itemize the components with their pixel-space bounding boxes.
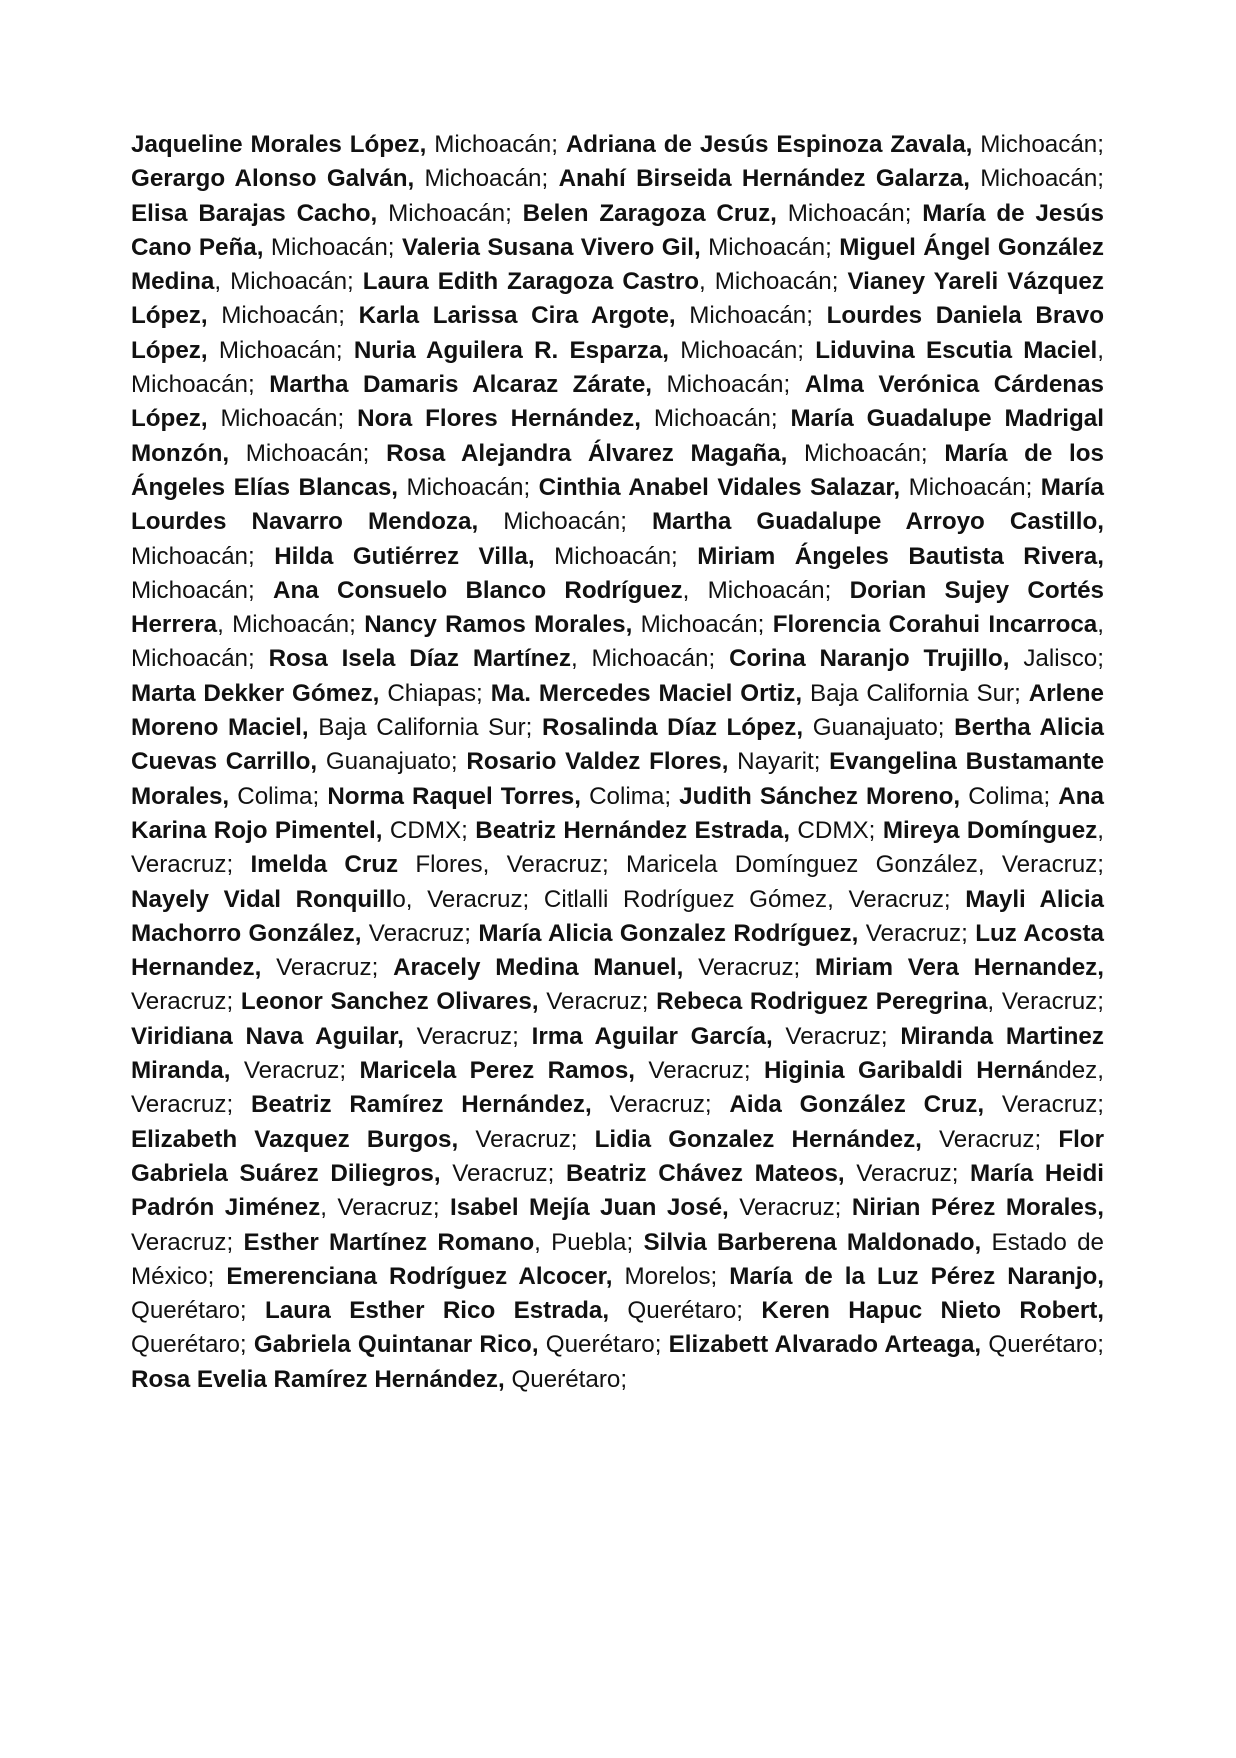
- state-text: Chiapas;: [379, 679, 491, 707]
- person-name: Marta Dekker Gómez,: [131, 679, 380, 707]
- state-text: Michoacán;: [377, 199, 523, 227]
- person-name: Vianey Yareli Vázquez López,: [131, 268, 1104, 330]
- person-name: Irma Aguilar García,: [531, 1022, 773, 1050]
- person-name: Keren Hapuc Nieto Robert,: [761, 1297, 1105, 1325]
- state-text: , Michoacán;: [214, 268, 363, 296]
- person-name: Nora Flores Hernández,: [357, 405, 641, 433]
- person-name: María de la Luz Pérez Naranjo,: [729, 1262, 1104, 1290]
- person-name: Miguel Ángel González Medina: [131, 233, 1104, 296]
- state-text: Veracruz;: [844, 1159, 971, 1187]
- state-text: Querétaro;: [131, 1297, 265, 1325]
- state-text: Querétaro;: [981, 1331, 1104, 1359]
- person-name: Liduvina Escutia Maciel: [815, 336, 1098, 364]
- state-text: Michoacán;: [207, 336, 354, 364]
- state-text: Morelos;: [612, 1262, 730, 1290]
- person-name: Luz Acosta Hernandez,: [131, 919, 1104, 982]
- state-text: , Michoacán;: [699, 268, 848, 296]
- state-text: Estado de México;: [131, 1228, 1105, 1290]
- person-name: Lourdes Daniela Bravo López,: [131, 302, 1104, 364]
- state-text: CDMX;: [789, 816, 883, 844]
- person-name: Ana Consuelo Blanco Rodríguez: [272, 576, 683, 604]
- person-name: Florencia Corahui Incarroca: [772, 611, 1098, 639]
- person-name: Judith Sánchez Moreno,: [679, 782, 961, 810]
- person-name: María de Jesús Cano Peña,: [131, 199, 1104, 261]
- state-text: Michoacán;: [534, 542, 698, 570]
- person-name: Adriana de Jesús Espinoza Zavala,: [565, 131, 973, 158]
- state-text: Querétaro;: [504, 1365, 628, 1393]
- person-name: Corina Naranjo Trujillo,: [729, 645, 1010, 673]
- person-name: Lidia Gonzalez Hernández,: [594, 1125, 922, 1153]
- person-name: Elizabett Alvarado Arteaga,: [668, 1331, 982, 1359]
- person-name: Martha Guadalupe Arroyo Castillo,: [652, 508, 1104, 536]
- state-text: Michoacán;: [229, 439, 387, 467]
- state-text: Baja California Sur;: [308, 714, 542, 742]
- person-name: Leonor Sanchez Olivares,: [240, 988, 539, 1016]
- state-text: , Veracruz;: [987, 988, 1104, 1016]
- state-text: , Michoacán;: [131, 611, 1104, 673]
- state-text: , Michoacán;: [570, 645, 730, 673]
- state-text: Michoacán;: [426, 131, 566, 158]
- state-text: Michoacán;: [669, 336, 816, 364]
- state-text: Baja California Sur;: [802, 679, 1029, 707]
- state-text: CDMX;: [382, 816, 476, 844]
- body-paragraph: [131, 128, 1104, 1397]
- state-text: Michoacán;: [398, 473, 539, 501]
- state-text: Guanajuato;: [317, 748, 467, 776]
- person-name: Rosa Alejandra Álvarez Magaña,: [386, 439, 788, 467]
- state-text: Veracruz;: [683, 954, 816, 982]
- person-name: Imelda Cruz: [250, 851, 399, 879]
- person-name: Nancy Ramos Morales,: [364, 611, 633, 639]
- person-name: Gabriela Quintanar Rico,: [253, 1331, 539, 1359]
- state-text: Michoacán;: [969, 165, 1104, 193]
- state-text: Veracruz;: [772, 1022, 901, 1050]
- state-text: Michoacán;: [652, 371, 805, 399]
- state-text: Veracruz;: [921, 1125, 1059, 1153]
- state-text: Michoacán;: [414, 165, 559, 193]
- state-text: Colima;: [960, 782, 1059, 810]
- state-text: ndez, Veracruz;: [131, 1057, 1104, 1119]
- state-text: Guanajuato;: [803, 714, 955, 742]
- state-text: Michoacán;: [787, 439, 945, 467]
- person-name: María Heidi Padrón Jiménez: [131, 1159, 1104, 1222]
- state-text: Michoacán;: [632, 611, 773, 639]
- person-name: Karla Larissa Cira Argote,: [358, 302, 676, 330]
- person-name: Elisa Barajas Cacho,: [131, 199, 378, 227]
- state-text: o, Veracruz; Citlalli Rodríguez Gómez, Veracruz;: [392, 885, 966, 913]
- person-name: Belen Zaragoza Cruz,: [522, 199, 777, 227]
- person-name: Miriam Ángeles Bautista Rivera,: [697, 542, 1104, 570]
- person-name: Miranda Martinez Miranda,: [131, 1022, 1104, 1085]
- state-text: Michoacán;: [263, 233, 402, 261]
- person-name: Beatriz Hernández Estrada,: [475, 816, 790, 844]
- state-text: , Michoacán;: [131, 336, 1104, 399]
- state-text: Veracruz;: [635, 1057, 764, 1085]
- person-name: María Alicia Gonzalez Rodríguez,: [478, 919, 859, 947]
- state-text: , Michoacán;: [682, 576, 850, 604]
- state-text: Jalisco;: [1009, 645, 1104, 673]
- person-name: Ma. Mercedes Maciel Ortiz,: [490, 679, 803, 707]
- state-text: Veracruz;: [131, 988, 241, 1016]
- state-text: Michoacán;: [478, 508, 653, 536]
- person-name: Ana Karina Rojo Pimentel,: [131, 782, 1104, 844]
- state-text: Veracruz;: [230, 1057, 360, 1085]
- state-text: Veracruz;: [361, 919, 479, 947]
- person-name: Isabel Mejía Juan José,: [450, 1194, 729, 1222]
- person-name: Rosario Valdez Flores,: [466, 748, 729, 776]
- person-name: Valeria Susana Vivero Gil,: [401, 233, 701, 261]
- person-name: Cinthia Anabel Vidales Salazar,: [538, 473, 901, 501]
- state-text: , Veracruz;: [131, 816, 1104, 879]
- person-name: Rosalinda Díaz López,: [541, 714, 804, 742]
- state-text: Michoacán;: [776, 199, 923, 227]
- person-name: Elizabeth Vazquez Burgos,: [131, 1125, 459, 1153]
- person-name: Viridiana Nava Aguilar,: [131, 1022, 404, 1050]
- state-text: Michoacán;: [972, 131, 1104, 158]
- person-name: Evangelina Bustamante Morales,: [131, 748, 1105, 810]
- person-name: María Guadalupe Madrigal Monzón,: [131, 405, 1104, 467]
- person-name: Nayely Vidal Ronquill: [131, 885, 393, 913]
- person-name: Rosa Evelia Ramírez Hernández,: [131, 1365, 505, 1393]
- state-text: Michoacán;: [900, 473, 1041, 501]
- state-text: Michoacán;: [131, 542, 275, 570]
- state-text: , Veracruz;: [320, 1194, 451, 1222]
- person-name: Anahí Birseida Hernández Galarza,: [558, 165, 970, 193]
- state-text: Colima;: [229, 782, 328, 810]
- person-name: Miriam Vera Hernandez,: [815, 954, 1104, 982]
- state-text: Veracruz;: [858, 919, 976, 947]
- person-name: Rosa Isela Díaz Martínez: [268, 645, 571, 673]
- person-name: Rebeca Rodriguez Peregrina: [656, 988, 988, 1016]
- person-name: Aracely Medina Manuel,: [393, 954, 684, 982]
- person-name: Beatriz Chávez Mateos,: [565, 1159, 845, 1187]
- state-text: Veracruz;: [403, 1022, 532, 1050]
- person-name: Arlene Moreno Maciel,: [131, 679, 1105, 742]
- person-name: Hilda Gutiérrez Villa,: [274, 542, 535, 570]
- person-name: Esther Martínez Romano: [243, 1228, 535, 1256]
- state-text: Veracruz;: [458, 1125, 595, 1153]
- person-name: María Lourdes Navarro Mendoza,: [131, 473, 1104, 536]
- person-name: Martha Damaris Alcaraz Zárate,: [269, 371, 652, 399]
- person-name: Bertha Alicia Cuevas Carrillo,: [131, 714, 1104, 776]
- state-text: Michoacán;: [207, 405, 358, 433]
- state-text: Colima;: [580, 782, 680, 810]
- person-name: Emerenciana Rodríguez Alcocer,: [226, 1262, 613, 1290]
- state-text: , Puebla;: [534, 1228, 644, 1256]
- person-name: Aida González Cruz,: [729, 1091, 985, 1119]
- person-name: Nirian Pérez Morales,: [851, 1194, 1104, 1222]
- person-name: Alma Verónica Cárdenas López,: [131, 371, 1104, 433]
- state-text: Michoacán;: [700, 233, 840, 261]
- state-text: Nayarit;: [728, 748, 830, 776]
- person-name: Silvia Barberena Maldonado,: [643, 1228, 982, 1256]
- state-text: Veracruz;: [131, 1228, 244, 1256]
- person-name: Norma Raquel Torres,: [327, 782, 581, 810]
- state-text: Querétaro;: [131, 1331, 254, 1359]
- person-name: Higinia Garibaldi Herná: [763, 1057, 1045, 1085]
- state-text: Querétaro;: [609, 1297, 762, 1325]
- state-text: Veracruz;: [591, 1091, 730, 1119]
- person-name: Mayli Alicia Machorro González,: [131, 885, 1104, 947]
- person-name: Maricela Perez Ramos,: [359, 1057, 635, 1085]
- state-text: Michoacán;: [207, 302, 359, 330]
- state-text: Veracruz;: [261, 954, 394, 982]
- state-text: , Michoacán;: [217, 611, 365, 639]
- person-name: Gerargo Alonso Galván,: [131, 165, 415, 193]
- state-text: Michoacán;: [675, 302, 827, 330]
- person-name: Nuria Aguilera R. Esparza,: [353, 336, 670, 364]
- state-text: Flores, Veracruz; Maricela Domínguez González, Veracruz;: [398, 851, 1104, 879]
- person-name: Mireya Domínguez: [882, 816, 1098, 844]
- person-name: Flor Gabriela Suárez Diliegros,: [131, 1125, 1104, 1187]
- state-text: Querétaro;: [538, 1331, 669, 1359]
- state-text: Veracruz;: [984, 1091, 1105, 1119]
- person-name: Laura Edith Zaragoza Castro: [362, 268, 700, 296]
- person-name: Laura Esther Rico Estrada,: [264, 1297, 610, 1325]
- person-name: Beatriz Ramírez Hernández,: [250, 1091, 592, 1119]
- person-name: Dorian Sujey Cortés Herrera: [131, 576, 1104, 639]
- state-text: Veracruz;: [728, 1194, 852, 1222]
- state-text: Michoacán;: [131, 576, 273, 604]
- state-text: Veracruz;: [440, 1159, 566, 1187]
- state-text: Veracruz;: [538, 988, 657, 1016]
- person-name: María de los Ángeles Elías Blancas,: [131, 439, 1104, 501]
- state-text: Michoacán;: [641, 405, 791, 433]
- person-name: Jaqueline Morales López,: [131, 131, 427, 158]
